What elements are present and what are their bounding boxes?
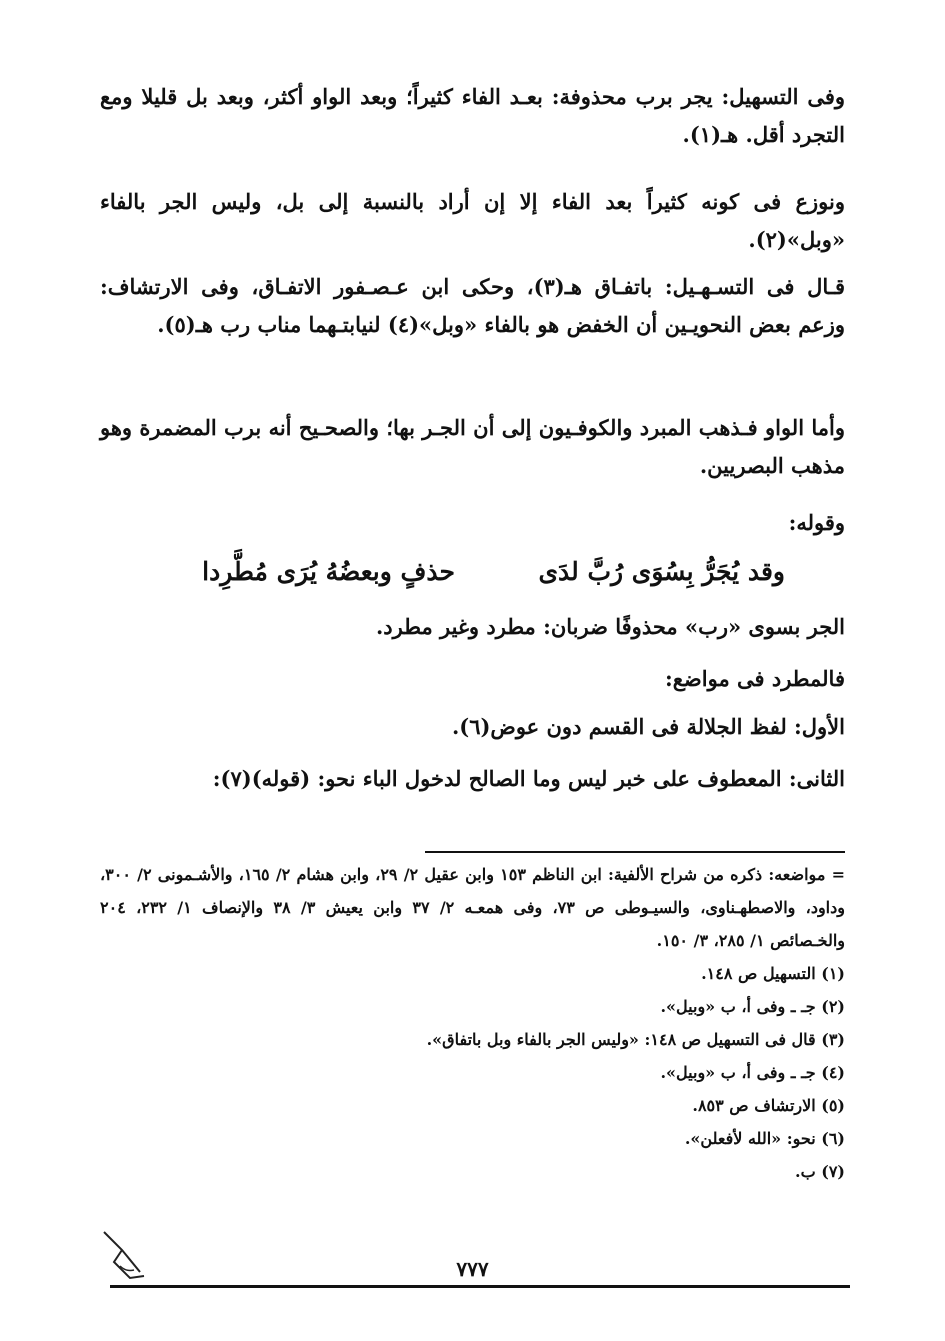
footnote-3: (٣) قال فى التسهيل ص ١٤٨: «وليس الجر بالفاء وبل باتفاق». [426, 1030, 845, 1049]
paragraph-5: الجر بسوى «رب» محذوفًا ضربان: مطرد وغير مطرد. [375, 614, 845, 639]
verse-hemistich-1: وقد يُجَرُّ بِسُوَى رُبَّ لدَى [538, 557, 785, 586]
paragraph-2: ونوزع فى كونه كثيراً بعد الفاء إلا إن أراد بالنسبة إلى بل، وليس الجر بالفاء «وبل»(٢). [100, 189, 845, 252]
paragraph-6: فالمطرد فى مواضع: [665, 666, 845, 691]
footnote-separator [425, 851, 845, 853]
footnote-7: (٧) ب. [795, 1162, 845, 1181]
bottom-rule [110, 1285, 850, 1288]
verse-hemistich-2: حذفٍ وبعضُهُ يُرَى مُطَّرِدا [202, 557, 455, 586]
footnote-1: (١) التسهيل ص ١٤٨. [701, 964, 845, 983]
paragraph-8: الثانى: المعطوف على خبر ليس وما الصالح لدخول الباء نحو: (قوله)(٧): [212, 766, 845, 791]
footnote-continuation: = مواضعه: ذكره من شراح الألفية: ابن الناظم ١٥٣ وابن عقيل ٢/ ٢٩، وابن هشام ٢/ ١٦٥، والأشـمونى ٢/ ٣٠٠، وداود، والاصطهـناوى، والسيـوطى ص ٧٣، وفى همعـه ٢/ ٣٧ وابن يعيش ٣/ ٣٨ والإنصاف ١/ ٢٣٢، ٢٠٤ والخـصائص ١/ ٢٨٥، ٣/ ١٥٠. [100, 865, 845, 950]
footnote-4: (٤) جـ ـ وفى أ، ب «وبيل». [660, 1063, 845, 1082]
paragraph-3: قـال فى التسـهـيل: باتفـاق هـ(٣)، وحكى ابن عـصـفور الاتفـاق، وفى الارتشاف: وزعم بعض النحويـين أن الخفض هو بالفاء «وبل»(٤) لنيابتـهما مناب رب هـ(٥). [100, 274, 845, 337]
footnote-2: (٢) جـ ـ وفى أ، ب «وبيل». [660, 997, 845, 1016]
footnotes [100, 858, 845, 1188]
paragraph-1: وفى التسهيل: يجر برب محذوفة: بعـد الفاء كثيراً؛ وبعد الواو أكثر، وبعد بل قليلا ومع التجرد أقل. هـ(١). [100, 84, 845, 147]
footnote-5: (٥) الارتشاف ص ٨٥٣. [692, 1096, 845, 1115]
footnote-6: (٦) نحو: «الله لأفعلن». [684, 1129, 845, 1148]
verse-intro: وقوله: [788, 510, 845, 535]
paragraph-7: الأول: لفظ الجلالة فى القسم دون عوض(٦). [451, 714, 845, 739]
paragraph-4: وأما الواو فـذهب المبرد والكوفـيون إلى أن الجـر بها؛ والصحـيح أنه برب المضمرة وهو مذهب البصريين. [100, 415, 845, 478]
page-number: ٧٧٧ [456, 1257, 489, 1281]
